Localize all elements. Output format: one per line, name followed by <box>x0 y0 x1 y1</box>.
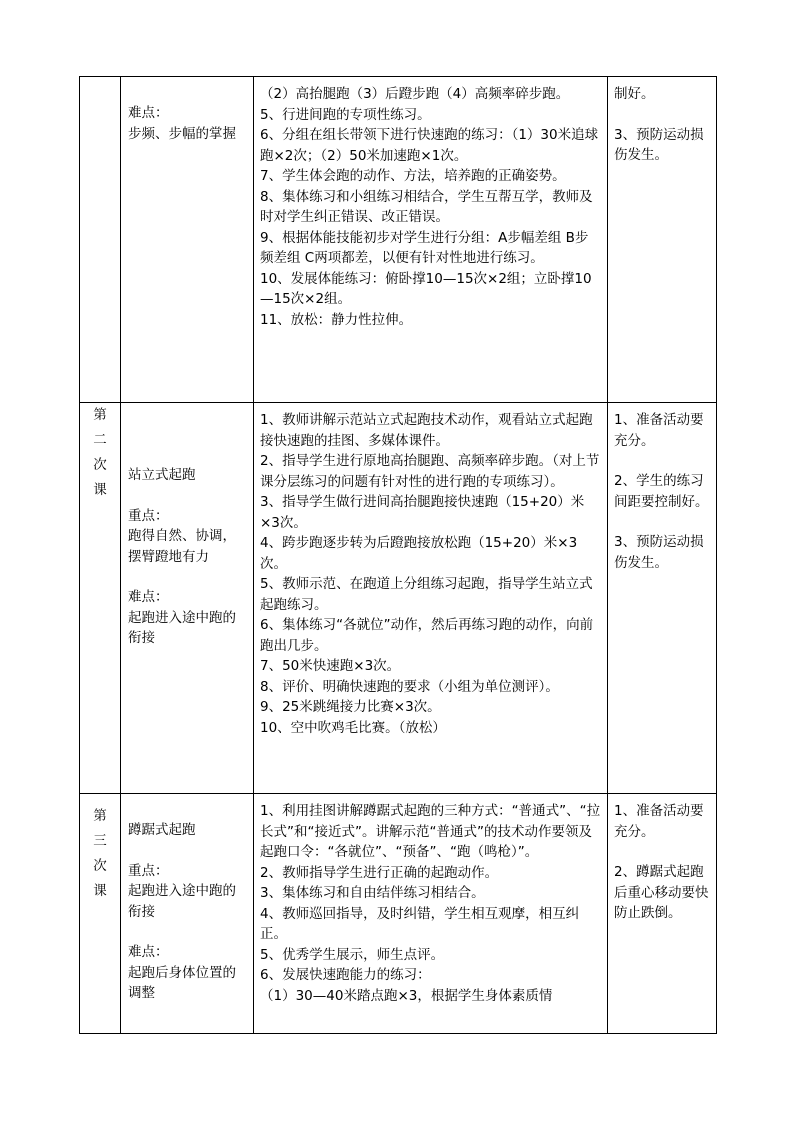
steps-cell <box>254 403 608 794</box>
step-item: 3、指导学生做行进间高抬腿跑接快速跑（15+20）米×3次。 <box>260 494 585 531</box>
key-point-text: 跑得自然、协调，摆臂蹬地有力 <box>128 528 236 565</box>
step-item: 6、集体练习“各就位”动作，然后再练习跑的动作，向前跑出几步。 <box>260 617 594 654</box>
note-item: 2、蹲踞式起跑后重心移动要快防止跌倒。 <box>614 864 709 921</box>
note-item: 3、预防运动损伤发生。 <box>614 126 704 163</box>
step-item: 10、空中吹鸡毛比赛。（放松） <box>260 719 446 736</box>
notes-cell <box>608 794 717 1034</box>
difficulty-text: 起跑进入途中跑的衔接 <box>128 609 236 646</box>
lesson-plan-table <box>79 76 717 1034</box>
goal-cell <box>121 77 254 403</box>
step-item: 7、学生体会跑的动作、方法，培养跑的正确姿势。 <box>260 168 566 184</box>
topic-title: 站立式起跑 <box>128 467 196 483</box>
step-item: 7、50米快速跑×3次。 <box>260 658 401 674</box>
note-item: 1、准备活动要充分。 <box>614 412 704 449</box>
note-item: 3、预防运动损伤发生。 <box>614 534 704 571</box>
difficulty-label: 难点： <box>128 105 169 121</box>
step-item: 5、行进间跑的专项性练习。 <box>260 106 431 123</box>
lesson-number-cell <box>80 77 121 403</box>
difficulty-label: 难点： <box>128 589 169 605</box>
step-item: 1、利用挂图讲解蹲踞式起跑的三种方式：“普通式”、“拉长式”和“接近式”。讲解示范“普通式”的技术动作要领及起跑口令：“各就位”、“预备”、“跑（鸣枪）”。 <box>260 803 601 860</box>
step-item: 8、集体练习和小组练习相结合，学生互帮互学，教师及时对学生纠正错误、改正错误。 <box>260 188 593 225</box>
step-item: 2、教师指导学生进行正确的起跑动作。 <box>260 864 499 881</box>
lesson-number: 第三次课 <box>93 808 107 899</box>
note-item: 制好。 <box>614 86 655 102</box>
notes-cell <box>608 403 717 794</box>
step-item: 5、教师示范、在跑道上分组练习起跑，指导学生站立式起跑练习。 <box>260 576 593 613</box>
steps-cell <box>254 794 608 1034</box>
step-item: （2）高抬腿跑（3）后蹬步跑（4）高频率碎步跑。 <box>260 86 570 102</box>
step-item: 6、分组在组长带领下进行快速跑的练习：（1）30米追球跑×2次；（2）50米加速跑×1次。 <box>260 127 599 164</box>
lesson-number-cell <box>80 403 121 794</box>
key-point-label: 重点： <box>128 862 169 879</box>
lesson-number: 第二次课 <box>93 407 107 498</box>
goal-cell <box>121 403 254 794</box>
note-item: 2、学生的练习间距要控制好。 <box>614 473 709 510</box>
step-item: （1）30—40米踏点跑×3，根据学生身体素质情 <box>260 987 553 1004</box>
notes-cell <box>608 77 717 403</box>
step-item: 11、放松：静力性拉伸。 <box>260 311 413 328</box>
difficulty-text: 起跑后身体位置的调整 <box>128 964 236 1001</box>
key-point-text: 起跑进入途中跑的衔接 <box>128 883 236 920</box>
topic-title: 蹲踞式起跑 <box>128 822 196 838</box>
table-row <box>80 794 717 1034</box>
step-item: 10、发展体能练习：俯卧撑10—15次×2组；立卧撑10—15次×2组。 <box>260 270 592 307</box>
step-item: 4、教师巡回指导，及时纠错，学生相互观摩，相互纠正。 <box>260 905 580 942</box>
step-item: 9、根据体能技能初步对学生进行分组：A步幅差组 B步频差组 C两项都差，以便有针对性地进行练习。 <box>260 229 589 266</box>
difficulty-label: 难点： <box>128 944 169 960</box>
step-item: 8、评价、明确快速跑的要求（小组为单位测评）。 <box>260 678 559 695</box>
step-item: 9、25米跳绳接力比赛×3次。 <box>260 699 441 715</box>
note-item: 1、准备活动要充分。 <box>614 803 704 840</box>
steps-cell <box>254 77 608 403</box>
step-item: 5、优秀学生展示，师生点评。 <box>260 946 445 963</box>
step-item: 4、跨步跑逐步转为后蹬跑接放松跑（15+20）米×3次。 <box>260 535 578 572</box>
goal-cell <box>121 794 254 1034</box>
lesson-number-cell <box>80 794 121 1034</box>
key-point-label: 重点： <box>128 507 169 524</box>
step-item: 6、发展快速跑能力的练习： <box>260 967 431 983</box>
table-row <box>80 77 717 403</box>
difficulty-text: 步频、步幅的掌握 <box>128 125 236 142</box>
step-item: 2、指导学生进行原地高抬腿跑、高频率碎步跑。（对上节课分层练习的问题有针对性的进行跑的专项练习）。 <box>260 453 600 490</box>
step-item: 3、集体练习和自由结伴练习相结合。 <box>260 885 485 901</box>
table-row <box>80 403 717 794</box>
step-item: 1、教师讲解示范站立式起跑技术动作，观看站立式起跑接快速跑的挂图、多媒体课件。 <box>260 412 593 449</box>
